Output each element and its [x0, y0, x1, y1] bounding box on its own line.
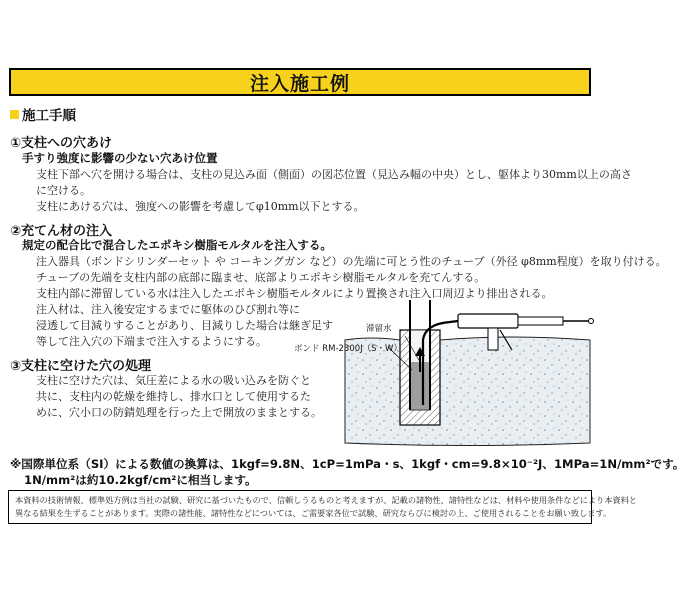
step3-title: ③支柱に空けた穴の処理 [10, 359, 152, 374]
section-title: 施工手順 [22, 108, 76, 124]
step3-line: 共に、支柱内の乾燥を維持し、排水口として使用するた [36, 390, 311, 403]
si-unit-note: ※国際単位系（SI）による数値の換算は、1kgf=9.8N、1cP=1mPa・s、1kgf・cm=9.8×10⁻²J、1MPa=1N/mm²です。 [10, 457, 684, 471]
disclaimer-box [8, 490, 638, 524]
section-heading [10, 104, 76, 124]
step2-line: 注入器具（ボンドシリンダーセット や コーキングガン など）の先端に可とう性のチューブ（外径 φ8mm程度）を取り付ける。 [36, 255, 667, 268]
step2-line: 注入材は、注入後安定するまでに躯体のひび割れ等に [36, 303, 300, 316]
step2-line: 支柱内部に滞留している水は注入したエポキシ樹脂モルタルにより置換され注入口周辺より排出される。 [36, 287, 553, 300]
step2-line: 浸透して目減りすることがあり、目減りした場合は継ぎ足す [36, 319, 333, 332]
injection-illustration [290, 300, 600, 450]
page-title: 注入施工例 [249, 72, 350, 95]
step1-line: 支柱下部へ穴を開ける場合は、支柱の見込み面（側面）の図芯位置（見込み幅の中央）とし、躯体より30mm以上の高さ [36, 168, 632, 181]
injection-diagram [290, 300, 600, 450]
disclaimer-line: 異なる結果を生ずることがあります。実際の諸性能、諸特性などについては、ご需要家各位で試験、研究ならびに検討の上、ご使用されることをお願い致します。 [15, 508, 612, 518]
title-banner [9, 68, 591, 96]
step1-subtitle: 手すり強度に影響の少ない穴あけ位置 [22, 151, 218, 165]
step3-line: 支柱に空けた穴は、気圧差による水の吸い込みを防ぐと [36, 374, 311, 387]
yellow-square-icon [10, 110, 19, 119]
step3-line: めに、穴小口の防錆処理を行った上で開放のままとする。 [36, 406, 322, 419]
water-label: 滞留水 [366, 324, 392, 334]
bond-label: ボンド RM-2300J（S・W） [294, 344, 402, 354]
step1-line: に空ける。 [36, 184, 91, 197]
disclaimer-line: 本資料の技術情報、標準処方例は当社の試験、研究に基づいたもので、信頼しうるものと考えますが、記載の諸物性、諸特性などは、材料や使用条件などにより本資料と [15, 495, 638, 505]
step1-line: 支柱にあける穴は、強度への影響を考慮してφ10mm以下とする。 [36, 200, 365, 213]
step2-subtitle: 規定の配合比で混合したエポキシ樹脂モルタルを注入する。 [22, 238, 332, 252]
si-unit-note-2: 1N/mm²は約10.2kgf/cm²に相当します。 [24, 473, 257, 487]
step2-line: チューブの先端を支柱内部の底部に臨ませ、底部よりエポキシ樹脂モルタルを充てんする。 [36, 271, 486, 284]
step2-title: ②充てん材の注入 [10, 224, 113, 239]
step2-line: 等して注入穴の下端まで注入するようにする。 [36, 335, 267, 348]
step1-title: ①支柱への穴あけ [10, 136, 113, 151]
